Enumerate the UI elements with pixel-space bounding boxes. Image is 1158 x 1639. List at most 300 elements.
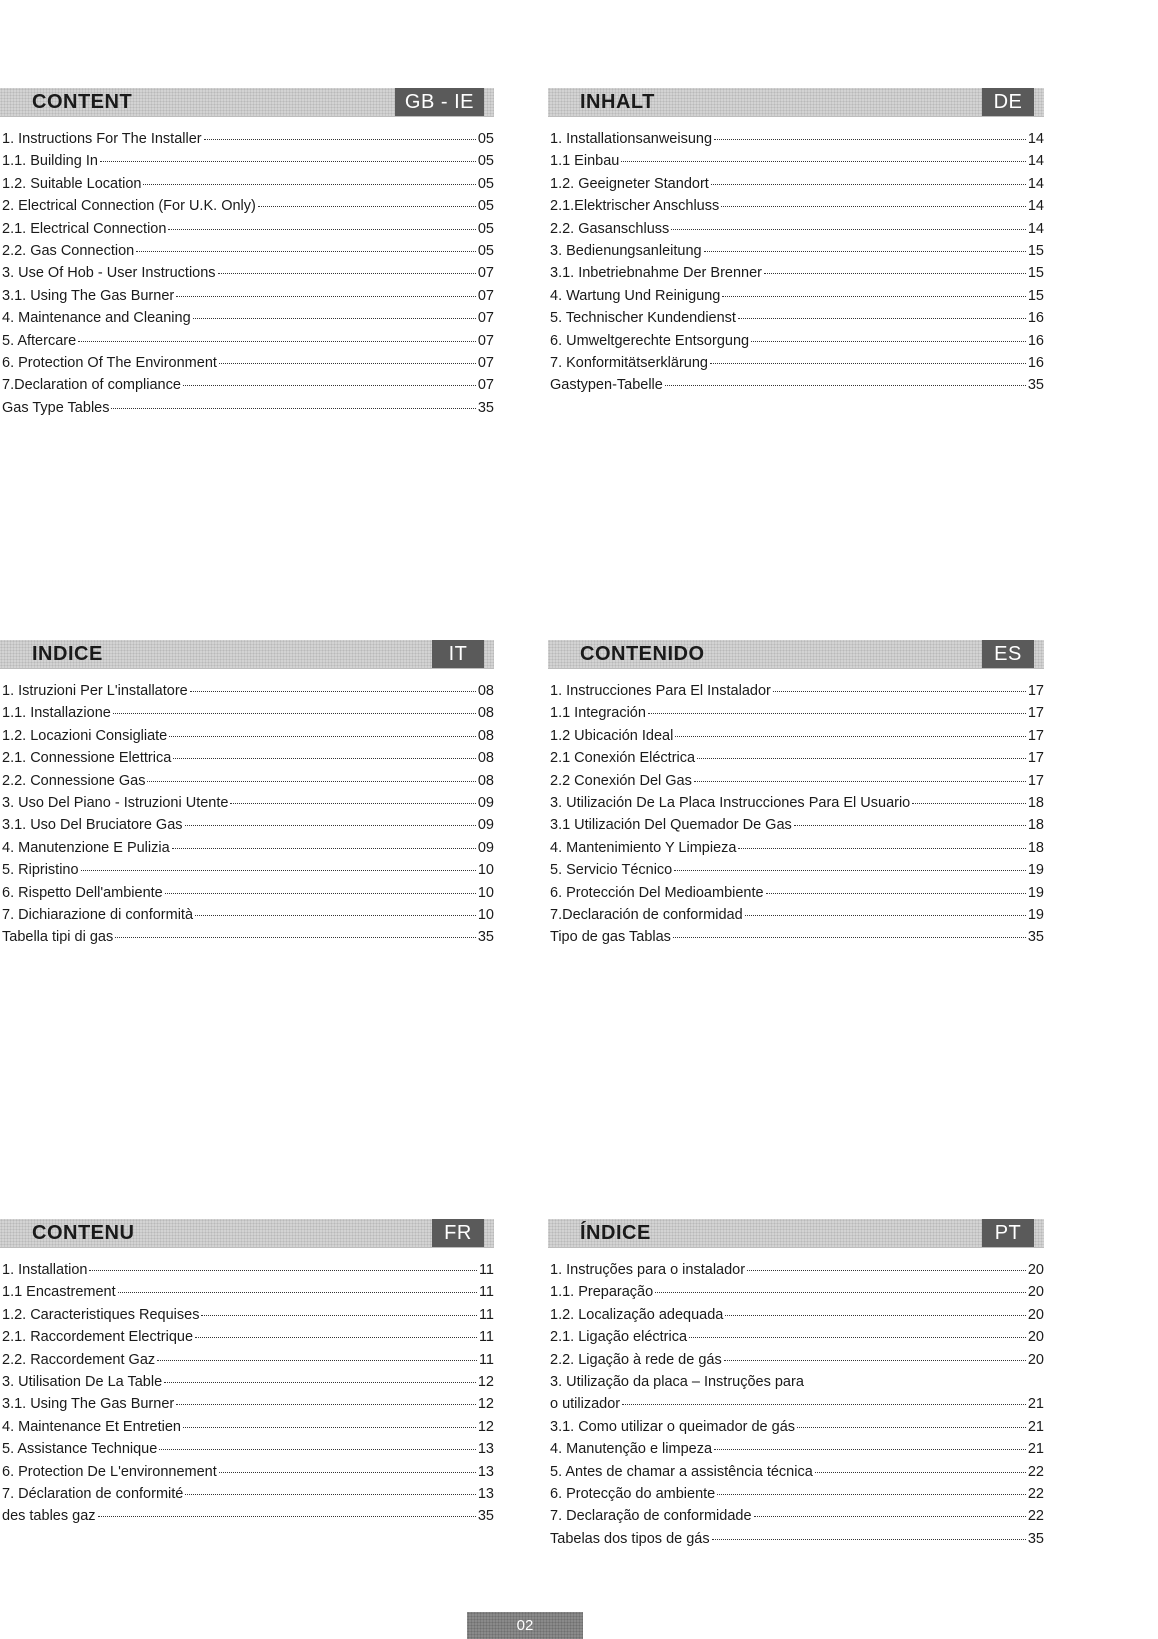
toc-entry-label: 3. Utilisation De La Table bbox=[2, 1373, 163, 1390]
dot-leader bbox=[773, 691, 1026, 692]
dot-leader bbox=[164, 1382, 476, 1383]
toc-entry bbox=[548, 131, 1044, 153]
toc-entry-page: 05 bbox=[477, 175, 494, 192]
toc-entry-page: 17 bbox=[1027, 705, 1044, 722]
dot-leader bbox=[115, 937, 476, 938]
toc-entry bbox=[0, 840, 494, 862]
toc-entry bbox=[548, 153, 1044, 175]
toc-entry-label: Gas Type Tables bbox=[2, 399, 110, 416]
section-header bbox=[0, 640, 494, 669]
section-header bbox=[548, 1219, 1044, 1248]
section-title: CONTENU bbox=[32, 1222, 135, 1244]
dot-leader bbox=[738, 318, 1026, 319]
toc-entry-label: 3.1. Inbetriebnahme Der Brenner bbox=[550, 265, 762, 282]
dot-leader bbox=[622, 1404, 1026, 1405]
dot-leader bbox=[697, 758, 1026, 759]
toc-entry-page: 17 bbox=[1027, 772, 1044, 789]
toc-entry-page: 08 bbox=[477, 772, 494, 789]
toc-entry-page: 20 bbox=[1027, 1351, 1044, 1368]
toc-entry bbox=[0, 221, 494, 243]
toc-entry bbox=[548, 333, 1044, 355]
toc-entry-label: 1. Installation bbox=[2, 1262, 88, 1278]
toc-entry bbox=[548, 1486, 1044, 1508]
toc-entry-page: 35 bbox=[1027, 929, 1044, 946]
toc-entry bbox=[0, 1441, 494, 1463]
dot-leader bbox=[725, 1315, 1026, 1316]
dot-leader bbox=[738, 848, 1025, 849]
toc-entry-page: 10 bbox=[477, 862, 494, 879]
section-title: INDICE bbox=[32, 643, 103, 665]
dot-leader bbox=[176, 1404, 476, 1405]
toc-entry-label: 4. Manutenzione E Pulizia bbox=[2, 839, 170, 856]
section-title: INHALT bbox=[580, 91, 655, 113]
toc-entry bbox=[548, 1262, 1044, 1284]
toc-entry-page: 35 bbox=[477, 929, 494, 946]
dot-leader bbox=[794, 825, 1026, 826]
toc-entry-page: 12 bbox=[477, 1373, 494, 1390]
toc-entry bbox=[0, 795, 494, 817]
dot-leader bbox=[694, 781, 1026, 782]
toc-entry-page: 07 bbox=[477, 310, 494, 327]
dot-leader bbox=[78, 341, 476, 342]
toc-entry-page: 18 bbox=[1027, 817, 1044, 834]
toc-entry-page: 20 bbox=[1027, 1306, 1044, 1323]
dot-leader bbox=[113, 713, 476, 714]
section-header bbox=[548, 640, 1044, 669]
toc-entry-page: 19 bbox=[1027, 906, 1044, 923]
toc-entry-page: 07 bbox=[477, 287, 494, 304]
toc-entry-page: 35 bbox=[477, 1508, 494, 1525]
toc-entry-page: 05 bbox=[477, 220, 494, 237]
toc-entry bbox=[548, 795, 1044, 817]
toc-entry-label: 7.Declaration of compliance bbox=[2, 377, 181, 394]
dot-leader bbox=[190, 691, 476, 692]
toc-entry bbox=[548, 907, 1044, 929]
section-header bbox=[548, 88, 1044, 117]
dot-leader bbox=[218, 273, 476, 274]
toc-entry-page: 11 bbox=[478, 1351, 494, 1368]
section-title: CONTENT bbox=[32, 91, 133, 113]
toc-entry-label: 5. Technischer Kundendienst bbox=[550, 310, 736, 327]
dot-leader bbox=[711, 184, 1026, 185]
toc-entry bbox=[0, 705, 494, 727]
dot-leader bbox=[745, 915, 1026, 916]
toc-entry-label: 1.1 Einbau bbox=[550, 153, 620, 170]
toc-entry-page: 16 bbox=[1027, 354, 1044, 371]
dot-leader bbox=[173, 758, 476, 759]
toc-entry-label: 2.1.Elektrischer Anschluss bbox=[550, 198, 720, 215]
toc-entry-label: Tabella tipi di gas bbox=[2, 929, 114, 946]
toc-entry-page: 11 bbox=[478, 1306, 494, 1323]
toc-entry-label: 1. Instrucciones Para El Instalador bbox=[550, 683, 771, 699]
toc-list bbox=[548, 683, 1044, 952]
toc-entry bbox=[0, 773, 494, 795]
toc-entry-page: 14 bbox=[1027, 131, 1044, 147]
toc-entry bbox=[0, 377, 494, 399]
toc-entry bbox=[0, 907, 494, 929]
toc-entry-label: 1.2 Ubicación Ideal bbox=[550, 727, 674, 744]
toc-list bbox=[548, 1419, 1044, 1553]
toc-entry bbox=[0, 683, 494, 705]
toc-entry-label: 6. Umweltgerechte Entsorgung bbox=[550, 332, 750, 349]
language-badge: DE bbox=[982, 88, 1034, 116]
toc-entry-wrapped-line: 3. Utilização da placa – Instruções para bbox=[550, 1373, 804, 1390]
toc-entry-page: 21 bbox=[1027, 1441, 1044, 1458]
dot-leader bbox=[118, 1292, 477, 1293]
toc-entry-label: Tipo de gas Tablas bbox=[550, 929, 671, 946]
toc-entry-label: 2. Electrical Connection (For U.K. Only) bbox=[2, 198, 256, 215]
dot-leader bbox=[100, 161, 476, 162]
toc-list bbox=[0, 1262, 494, 1531]
toc-list bbox=[548, 1262, 1044, 1374]
toc-entry-label: 2.1. Raccordement Electrique bbox=[2, 1329, 194, 1346]
dot-leader bbox=[230, 803, 475, 804]
toc-entry bbox=[0, 1508, 494, 1530]
dot-leader bbox=[98, 1516, 476, 1517]
toc-entry bbox=[0, 400, 494, 422]
toc-entry bbox=[548, 1419, 1044, 1441]
dot-leader bbox=[655, 1292, 1026, 1293]
toc-entry-page: 15 bbox=[1027, 287, 1044, 304]
toc-entry-page: 07 bbox=[477, 332, 494, 349]
toc-entry-page: 22 bbox=[1027, 1463, 1044, 1480]
toc-entry-label: 1.1. Preparação bbox=[550, 1284, 654, 1301]
dot-leader bbox=[797, 1427, 1026, 1428]
toc-entry-label: 1.2. Suitable Location bbox=[2, 175, 142, 192]
toc-entry bbox=[0, 355, 494, 377]
toc-entry bbox=[0, 885, 494, 907]
toc-entry-label: 5. Antes de chamar a assistência técnica bbox=[550, 1463, 813, 1480]
dot-leader bbox=[183, 1427, 476, 1428]
dot-leader bbox=[111, 408, 475, 409]
dot-leader bbox=[195, 1337, 477, 1338]
toc-entry-page: 21 bbox=[1027, 1418, 1044, 1435]
toc-entry-label: 1.2. Localização adequada bbox=[550, 1306, 724, 1323]
toc-section-es bbox=[548, 640, 1044, 952]
toc-entry-label: 1. Instructions For The Installer bbox=[2, 131, 202, 147]
toc-entry-label: 6. Protecção do ambiente bbox=[550, 1485, 716, 1502]
toc-entry bbox=[548, 1464, 1044, 1486]
toc-entry bbox=[0, 1262, 494, 1284]
dot-leader bbox=[714, 1449, 1026, 1450]
toc-entry bbox=[0, 1419, 494, 1441]
toc-entry-page: 22 bbox=[1027, 1508, 1044, 1525]
toc-entry-label: 2.2 Conexión Del Gas bbox=[550, 772, 692, 789]
dot-leader bbox=[176, 296, 476, 297]
dot-leader bbox=[258, 206, 476, 207]
dot-leader bbox=[89, 1270, 476, 1271]
toc-entry bbox=[0, 750, 494, 772]
dot-leader bbox=[722, 296, 1026, 297]
toc-entry-page: 12 bbox=[477, 1418, 494, 1435]
toc-entry-page: 08 bbox=[477, 683, 494, 699]
dot-leader bbox=[751, 341, 1026, 342]
toc-entry bbox=[548, 705, 1044, 727]
dot-leader bbox=[721, 206, 1026, 207]
toc-list bbox=[548, 131, 1044, 400]
toc-entry bbox=[0, 153, 494, 175]
toc-list bbox=[0, 683, 494, 952]
dot-leader bbox=[169, 736, 476, 737]
toc-entry bbox=[548, 840, 1044, 862]
dot-leader bbox=[157, 1360, 477, 1361]
toc-entry-page: 07 bbox=[477, 377, 494, 394]
toc-entry-label: 2.2. Connessione Gas bbox=[2, 772, 146, 789]
toc-entry-page: 10 bbox=[477, 906, 494, 923]
dot-leader bbox=[147, 781, 475, 782]
section-title: CONTENIDO bbox=[580, 643, 705, 665]
toc-entry-page: 15 bbox=[1027, 265, 1044, 282]
toc-entry bbox=[0, 1374, 494, 1396]
toc-entry bbox=[548, 198, 1044, 220]
dot-leader bbox=[136, 251, 476, 252]
language-badge: FR bbox=[432, 1219, 484, 1247]
toc-entry-page: 35 bbox=[1027, 1530, 1044, 1547]
toc-entry-page: 17 bbox=[1027, 727, 1044, 744]
dot-leader bbox=[724, 1360, 1026, 1361]
toc-section-pt bbox=[548, 1219, 1044, 1553]
toc-entry bbox=[548, 1284, 1044, 1306]
language-badge: PT bbox=[982, 1219, 1034, 1247]
toc-entry-page: 11 bbox=[478, 1262, 494, 1278]
dot-leader bbox=[193, 318, 476, 319]
dot-leader bbox=[689, 1337, 1026, 1338]
toc-entry bbox=[0, 929, 494, 951]
toc-entry-label: Tabelas dos tipos de gás bbox=[550, 1530, 710, 1547]
toc-entry-page: 17 bbox=[1027, 750, 1044, 767]
toc-entry-page: 09 bbox=[477, 817, 494, 834]
dot-leader bbox=[675, 736, 1026, 737]
toc-entry bbox=[0, 728, 494, 750]
toc-entry-page: 19 bbox=[1027, 862, 1044, 879]
toc-entry-label: 5. Servicio Técnico bbox=[550, 862, 673, 879]
toc-entry-label: 3.1 Utilización Del Quemador De Gas bbox=[550, 817, 792, 834]
toc-entry-page: 07 bbox=[477, 265, 494, 282]
toc-entry-label: 1.1. Building In bbox=[2, 153, 98, 170]
toc-entry-label: 6. Protección Del Medioambiente bbox=[550, 884, 764, 901]
toc-entry-page: 22 bbox=[1027, 1485, 1044, 1502]
dot-leader bbox=[219, 363, 476, 364]
toc-entry-page: 15 bbox=[1027, 242, 1044, 259]
toc-entry-page: 14 bbox=[1027, 220, 1044, 237]
dot-leader bbox=[143, 184, 475, 185]
toc-entry bbox=[0, 265, 494, 287]
toc-entry-page: 05 bbox=[477, 198, 494, 215]
toc-entry-label: 3. Uso Del Piano - Istruzioni Utente bbox=[2, 794, 229, 811]
dot-leader bbox=[168, 229, 475, 230]
toc-entry-page: 05 bbox=[477, 153, 494, 170]
toc-entry-page: 16 bbox=[1027, 332, 1044, 349]
dot-leader bbox=[201, 1315, 476, 1316]
toc-entry bbox=[548, 355, 1044, 377]
toc-entry-label: 2.2. Gas Connection bbox=[2, 242, 135, 259]
toc-entry bbox=[548, 221, 1044, 243]
toc-entry bbox=[0, 1464, 494, 1486]
toc-entry-label: 3. Bedienungsanleitung bbox=[550, 242, 702, 259]
toc-entry-page: 35 bbox=[1027, 377, 1044, 394]
dot-leader bbox=[712, 1539, 1026, 1540]
toc-entry bbox=[548, 265, 1044, 287]
dot-leader bbox=[665, 385, 1026, 386]
toc-entry-page: 12 bbox=[477, 1396, 494, 1413]
toc-list bbox=[0, 131, 494, 422]
toc-entry bbox=[0, 243, 494, 265]
toc-entry-page: 19 bbox=[1027, 884, 1044, 901]
toc-entry-label: 6. Rispetto Dell'ambiente bbox=[2, 884, 163, 901]
toc-entry-label: 2.1 Conexión Eléctrica bbox=[550, 750, 696, 767]
dot-leader bbox=[815, 1472, 1026, 1473]
toc-entry-label: o utilizador bbox=[550, 1396, 621, 1413]
toc-entry-page: 08 bbox=[477, 705, 494, 722]
toc-entry bbox=[0, 1396, 494, 1418]
dot-leader bbox=[710, 363, 1026, 364]
toc-entry-page: 05 bbox=[477, 131, 494, 147]
toc-entry bbox=[0, 817, 494, 839]
toc-entry-label: 1. Istruzioni Per L'installatore bbox=[2, 683, 188, 699]
toc-entry-label: 2.1. Connessione Elettrica bbox=[2, 750, 172, 767]
toc-entry-page: 18 bbox=[1027, 794, 1044, 811]
toc-entry-label: Gastypen-Tabelle bbox=[550, 377, 663, 394]
section-title: ÍNDICE bbox=[580, 1222, 651, 1244]
toc-entry bbox=[548, 1441, 1044, 1463]
toc-entry-label: 6. Protection De L'environnement bbox=[2, 1463, 217, 1480]
toc-entry-label: 4. Manutenção e limpeza bbox=[550, 1441, 713, 1458]
toc-entry-label: 2.2. Gasanschluss bbox=[550, 220, 670, 237]
dot-leader bbox=[185, 825, 476, 826]
dot-leader bbox=[673, 937, 1026, 938]
toc-entry-page: 11 bbox=[478, 1284, 494, 1301]
toc-entry-page: 09 bbox=[477, 794, 494, 811]
toc-entry bbox=[548, 683, 1044, 705]
dot-leader bbox=[172, 848, 476, 849]
toc-entry-page: 17 bbox=[1027, 683, 1044, 699]
page-number-badge: 02 bbox=[467, 1612, 583, 1639]
toc-entry bbox=[0, 1352, 494, 1374]
toc-entry bbox=[548, 1508, 1044, 1530]
dot-leader bbox=[912, 803, 1026, 804]
dot-leader bbox=[621, 161, 1026, 162]
toc-entry bbox=[0, 1486, 494, 1508]
toc-entry-label: 5. Ripristino bbox=[2, 862, 79, 879]
toc-entry-label: 3. Utilización De La Placa Instrucciones Para El Usuario bbox=[550, 794, 911, 811]
toc-entry-label: 3.1. Using The Gas Burner bbox=[2, 1396, 175, 1413]
toc-entry-label: 6. Protection Of The Environment bbox=[2, 354, 217, 371]
section-header bbox=[0, 88, 494, 117]
toc-entry-page: 16 bbox=[1027, 310, 1044, 327]
section-header bbox=[0, 1219, 494, 1248]
toc-entry-label: 4. Wartung Und Reinigung bbox=[550, 287, 721, 304]
dot-leader bbox=[195, 915, 476, 916]
dot-leader bbox=[674, 870, 1026, 871]
toc-entry-label: 1.2. Locazioni Consigliate bbox=[2, 727, 168, 744]
dot-leader bbox=[219, 1472, 476, 1473]
dot-leader bbox=[766, 893, 1026, 894]
toc-entry-page: 14 bbox=[1027, 198, 1044, 215]
toc-entry-label: 3.1. Como utilizar o queimador de gás bbox=[550, 1418, 796, 1435]
toc-entry bbox=[548, 728, 1044, 750]
toc-entry-label: 2.2. Raccordement Gaz bbox=[2, 1351, 156, 1368]
toc-entry-page: 14 bbox=[1027, 153, 1044, 170]
dot-leader bbox=[714, 139, 1026, 140]
toc-entry-label: 3.1. Using The Gas Burner bbox=[2, 287, 175, 304]
toc-entry-page: 18 bbox=[1027, 839, 1044, 856]
toc-entry bbox=[548, 773, 1044, 795]
toc-section-de bbox=[548, 88, 1044, 400]
toc-entry bbox=[0, 1307, 494, 1329]
toc-entry-label: 3.1. Uso Del Bruciatore Gas bbox=[2, 817, 183, 834]
toc-entry-label: 2.1. Electrical Connection bbox=[2, 220, 167, 237]
language-badge: IT bbox=[432, 640, 484, 668]
toc-entry-label: 7. Dichiarazione di conformità bbox=[2, 906, 194, 923]
toc-entry-label: 1.2. Geeigneter Standort bbox=[550, 175, 709, 192]
toc-entry-page: 11 bbox=[478, 1329, 494, 1346]
toc-entry-page: 13 bbox=[477, 1441, 494, 1458]
toc-entry-label: 5. Assistance Technique bbox=[2, 1441, 158, 1458]
toc-entry bbox=[548, 1396, 1044, 1418]
toc-entry-label: 7.Declaración de conformidad bbox=[550, 906, 743, 923]
toc-section-it bbox=[0, 640, 494, 952]
toc-entry-label: 1.1 Integración bbox=[550, 705, 646, 722]
toc-entry-label: 7. Declaração de conformidade bbox=[550, 1508, 752, 1525]
toc-entry-label: 1.1 Encastrement bbox=[2, 1284, 116, 1301]
toc-entry-page: 08 bbox=[477, 750, 494, 767]
toc-entry-page: 20 bbox=[1027, 1329, 1044, 1346]
toc-entry bbox=[548, 750, 1044, 772]
toc-entry bbox=[548, 1531, 1044, 1553]
toc-entry bbox=[548, 243, 1044, 265]
toc-entry bbox=[548, 885, 1044, 907]
toc-entry bbox=[548, 862, 1044, 884]
language-badge: GB - IE bbox=[395, 88, 484, 116]
toc-entry-page: 10 bbox=[477, 884, 494, 901]
dot-leader bbox=[159, 1449, 476, 1450]
toc-entry-page: 09 bbox=[477, 839, 494, 856]
toc-entry-label: 2.2. Ligação à rede de gás bbox=[550, 1351, 722, 1368]
toc-entry-label: 3. Use Of Hob - User Instructions bbox=[2, 265, 216, 282]
toc-entry-label: 4. Maintenance Et Entretien bbox=[2, 1418, 181, 1435]
toc-section-gb bbox=[0, 88, 494, 422]
toc-entry-page: 35 bbox=[477, 399, 494, 416]
toc-entry-label: 4. Mantenimiento Y Limpieza bbox=[550, 839, 737, 856]
toc-entry bbox=[0, 310, 494, 332]
toc-entry-page: 14 bbox=[1027, 175, 1044, 192]
toc-entry bbox=[0, 1329, 494, 1351]
toc-entry-page: 20 bbox=[1027, 1262, 1044, 1278]
toc-entry-label: 1.2. Caracteristiques Requises bbox=[2, 1306, 200, 1323]
toc-entry-label: 7. Konformitätserklärung bbox=[550, 354, 708, 371]
toc-entry-label: 7. Déclaration de conformité bbox=[2, 1485, 184, 1502]
toc-entry-page: 08 bbox=[477, 727, 494, 744]
toc-entry bbox=[548, 377, 1044, 399]
toc-entry bbox=[548, 929, 1044, 951]
toc-entry bbox=[0, 1284, 494, 1306]
toc-entry bbox=[548, 817, 1044, 839]
toc-entry bbox=[0, 176, 494, 198]
toc-entry bbox=[548, 1352, 1044, 1374]
dot-leader bbox=[204, 139, 476, 140]
toc-entry bbox=[548, 176, 1044, 198]
toc-entry-label: des tables gaz bbox=[2, 1508, 96, 1525]
toc-entry-page: 21 bbox=[1027, 1396, 1044, 1413]
toc-entry-page: 07 bbox=[477, 354, 494, 371]
toc-entry-label: 4. Maintenance and Cleaning bbox=[2, 310, 191, 327]
toc-entry bbox=[548, 1307, 1044, 1329]
dot-leader bbox=[183, 385, 476, 386]
dot-leader bbox=[165, 893, 476, 894]
toc-entry bbox=[0, 131, 494, 153]
toc-entry-label: 1. Instruções para o instalador bbox=[550, 1262, 746, 1278]
toc-entry bbox=[0, 862, 494, 884]
